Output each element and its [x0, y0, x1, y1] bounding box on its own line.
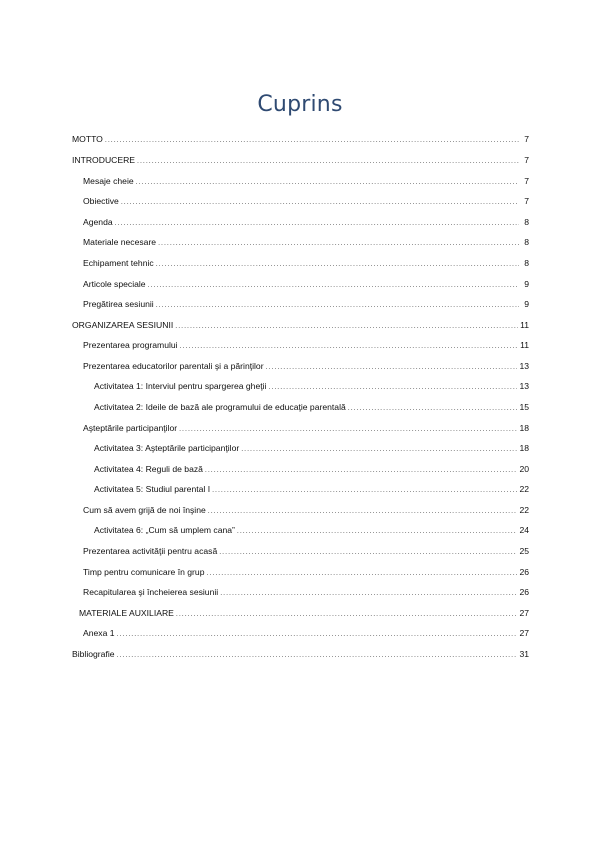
- toc-entry-label: MOTTO: [72, 134, 103, 144]
- toc-entry[interactable]: [94, 464, 529, 476]
- toc-entry-page: 31: [519, 649, 529, 659]
- toc-entry[interactable]: [83, 279, 529, 291]
- toc-entry-page: 20: [519, 464, 529, 474]
- toc-entry-label: Articole speciale: [83, 279, 146, 289]
- toc-entry[interactable]: [83, 340, 529, 352]
- toc-entry-label: Activitatea 3: Aşteptările participanţilor: [94, 443, 240, 453]
- toc-entry-page: 22: [519, 505, 529, 515]
- toc-entry-page: 18: [519, 443, 529, 453]
- toc-entry-page: 7: [524, 134, 529, 144]
- toc-entry-label: Activitatea 1: Interviul pentru spargerea gheţii: [94, 381, 267, 391]
- toc-entry-page: 13: [519, 381, 529, 391]
- toc-entry-label: Echipament tehnic: [83, 258, 154, 268]
- toc-entry-label: Obiective: [83, 196, 119, 206]
- toc-entry-page: 27: [519, 608, 529, 618]
- toc-entry[interactable]: [83, 176, 529, 188]
- toc-entry[interactable]: [94, 381, 529, 393]
- toc-entry-label: ORGANIZAREA SESIUNII: [72, 320, 174, 330]
- toc-entry-label: Mesaje cheie: [83, 176, 134, 186]
- toc-entry-label: MATERIALE AUXILIARE: [79, 608, 174, 618]
- toc-entry[interactable]: [83, 361, 529, 373]
- toc-entry[interactable]: [83, 299, 529, 311]
- toc-entry[interactable]: [94, 443, 529, 455]
- toc-entry-page: 7: [524, 176, 529, 186]
- toc-entry-label: Prezentarea activităţii pentru acasă: [83, 546, 218, 556]
- toc-entry[interactable]: [72, 649, 529, 661]
- toc-entry[interactable]: [83, 546, 529, 558]
- toc-entry-label: Bibliografie: [72, 649, 115, 659]
- toc-entry-label: Agenda: [83, 217, 113, 227]
- toc-entry-label: Anexa 1: [83, 628, 115, 638]
- toc-entry-page: 7: [524, 155, 529, 165]
- toc-entry[interactable]: [94, 525, 529, 537]
- toc-entry-label: Activitatea 2: Ideile de bază ale programului de educaţie parentală: [94, 402, 346, 412]
- toc-entry-page: 7: [524, 196, 529, 206]
- toc-entry[interactable]: [83, 423, 529, 435]
- toc-entry-label: Aşteptările participanţilor: [83, 423, 178, 433]
- toc-entry[interactable]: [83, 628, 529, 640]
- toc-entry-label: Activitatea 5: Studiul parental I: [94, 484, 211, 494]
- toc-entry[interactable]: [94, 402, 529, 414]
- toc-entry[interactable]: [83, 587, 529, 599]
- toc-entry-page: 11: [520, 320, 529, 330]
- toc-entry-page: 18: [519, 423, 529, 433]
- toc-entry-page: 8: [524, 258, 529, 268]
- toc-entry-label: Prezentarea educatorilor parentali şi a părinţilor: [83, 361, 264, 371]
- toc-entry-label: INTRODUCERE: [72, 155, 136, 165]
- toc-entry-page: 8: [524, 217, 529, 227]
- toc-entry-page: 15: [519, 402, 529, 412]
- toc-entry[interactable]: [83, 258, 529, 270]
- toc-title: Cuprins: [257, 92, 343, 117]
- toc-entry-page: 11: [520, 340, 529, 350]
- toc-entry-label: Prezentarea programului: [83, 340, 178, 350]
- toc-entry[interactable]: [72, 134, 529, 146]
- toc-entry[interactable]: [94, 484, 529, 496]
- toc-entry-page: 9: [524, 279, 529, 289]
- toc-entry-page: 27: [519, 628, 529, 638]
- toc-entry-label: Recapitularea şi încheierea sesiunii: [83, 587, 219, 597]
- toc-entry-page: 13: [519, 361, 529, 371]
- toc-entry[interactable]: [72, 155, 529, 167]
- toc-entry-label: Pregătirea sesiunii: [83, 299, 154, 309]
- toc-entry[interactable]: [83, 237, 529, 249]
- toc-entry[interactable]: [72, 320, 529, 332]
- toc-entry-page: 24: [519, 525, 529, 535]
- toc-entry[interactable]: [83, 196, 529, 208]
- toc-entry[interactable]: [83, 217, 529, 229]
- toc-entry[interactable]: [83, 567, 529, 579]
- toc-entry-label: Materiale necesare: [83, 237, 157, 247]
- toc-entry[interactable]: [79, 608, 529, 620]
- toc-entry-page: 8: [524, 237, 529, 247]
- toc-entry-label: Activitatea 4: Reguli de bază: [94, 464, 203, 474]
- toc-entry-page: 26: [519, 567, 529, 577]
- toc-entry-page: 25: [519, 546, 529, 556]
- toc-entry-label: Activitatea 6: „Cum să umplem cana”: [94, 525, 235, 535]
- toc-entry-page: 26: [519, 587, 529, 597]
- toc-entry[interactable]: [83, 505, 529, 517]
- toc-entry-label: Timp pentru comunicare în grup: [83, 567, 205, 577]
- toc-entry-label: Cum să avem grijă de noi înşine: [83, 505, 206, 515]
- toc-entry-page: 9: [524, 299, 529, 309]
- toc-entry-page: 22: [519, 484, 529, 494]
